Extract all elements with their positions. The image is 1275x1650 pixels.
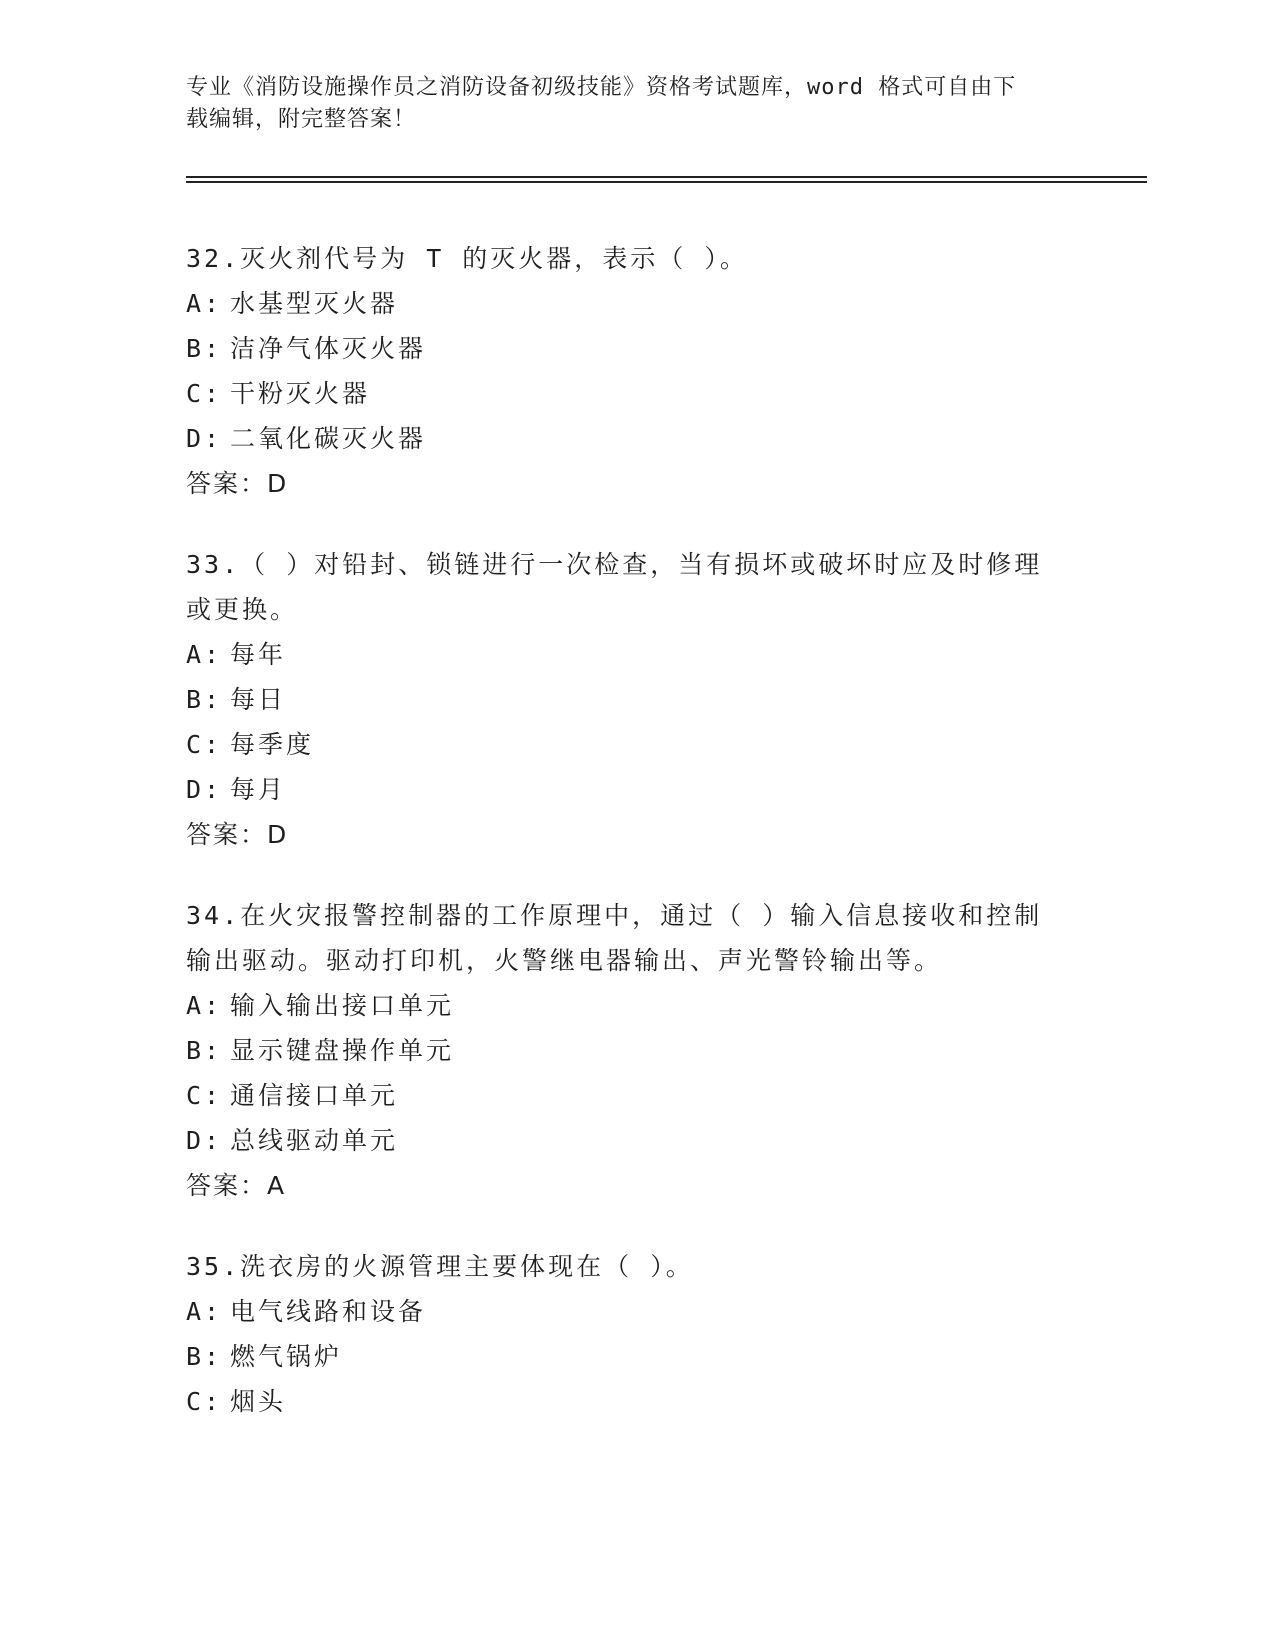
answer-option <box>186 983 1086 1028</box>
answer-option <box>186 1379 1086 1424</box>
option-text: 电气线路和设备 <box>230 1297 427 1326</box>
answer-option <box>186 722 1086 767</box>
header-line-1: 专业《消防设施操作员之消防设备初级技能》资格考试题库，word 格式可自由下 <box>186 75 1017 100</box>
option-letter: D: <box>186 775 223 804</box>
answer-key: 答案：D <box>186 820 289 849</box>
option-text: 干粉灭火器 <box>230 379 371 408</box>
option-text: 每年 <box>230 640 287 669</box>
option-letter: C: <box>186 1081 223 1110</box>
question-stem: 或更换。 <box>186 595 299 624</box>
answer-option <box>186 1028 1086 1073</box>
header-divider-top <box>186 176 1147 178</box>
option-text: 总线驱动单元 <box>230 1126 399 1155</box>
answer-option <box>186 632 1086 677</box>
option-text: 洁净气体灭火器 <box>230 334 427 363</box>
answer-option <box>186 1118 1086 1163</box>
option-letter: B: <box>186 1342 223 1371</box>
answer-option <box>186 1289 1086 1334</box>
answer-option <box>186 677 1086 722</box>
option-letter: B: <box>186 1036 223 1065</box>
option-text: 通信接口单元 <box>230 1081 399 1110</box>
option-letter: D: <box>186 1126 223 1155</box>
question-stem: 34.在火灾报警控制器的工作原理中，通过（ ）输入信息接收和控制 <box>186 901 1043 930</box>
question-stem: 32.灭火剂代号为 T 的灭火器，表示（ ）。 <box>186 244 748 273</box>
answer-key: 答案：D <box>186 469 289 498</box>
option-text: 二氧化碳灭火器 <box>230 424 427 453</box>
option-text: 每日 <box>230 685 287 714</box>
document-header <box>186 72 1086 136</box>
question-block <box>186 1244 1086 1424</box>
option-letter: D: <box>186 424 223 453</box>
option-letter: C: <box>186 379 223 408</box>
option-letter: A: <box>186 289 223 318</box>
header-line-2: 载编辑，附完整答案！ <box>186 107 417 132</box>
answer-option <box>186 416 1086 461</box>
option-letter: B: <box>186 334 223 363</box>
option-text: 显示键盘操作单元 <box>230 1036 455 1065</box>
option-letter: C: <box>186 1387 223 1416</box>
option-letter: A: <box>186 640 223 669</box>
question-list <box>186 236 1086 1460</box>
option-letter: B: <box>186 685 223 714</box>
answer-option <box>186 1073 1086 1118</box>
option-text: 输入输出接口单元 <box>230 991 455 1020</box>
option-text: 燃气锅炉 <box>230 1342 343 1371</box>
question-stem: 输出驱动。驱动打印机，火警继电器输出、声光警铃输出等。 <box>186 946 943 975</box>
answer-option <box>186 767 1086 812</box>
answer-option <box>186 1334 1086 1379</box>
option-text: 水基型灭火器 <box>230 289 399 318</box>
answer-option <box>186 371 1086 416</box>
question-block <box>186 893 1086 1208</box>
question-block <box>186 542 1086 857</box>
answer-key: 答案：A <box>186 1171 287 1200</box>
option-letter: C: <box>186 730 223 759</box>
option-letter: A: <box>186 1297 223 1326</box>
header-divider-bottom <box>186 181 1147 183</box>
question-block <box>186 236 1086 506</box>
option-text: 烟头 <box>230 1387 287 1416</box>
answer-option <box>186 326 1086 371</box>
option-text: 每月 <box>230 775 287 804</box>
question-stem: 35.洗衣房的火源管理主要体现在（ ）。 <box>186 1252 694 1281</box>
option-text: 每季度 <box>230 730 315 759</box>
option-letter: A: <box>186 991 223 1020</box>
answer-option <box>186 281 1086 326</box>
question-stem: 33.（ ）对铅封、锁链进行一次检查，当有损坏或破坏时应及时修理 <box>186 550 1043 579</box>
